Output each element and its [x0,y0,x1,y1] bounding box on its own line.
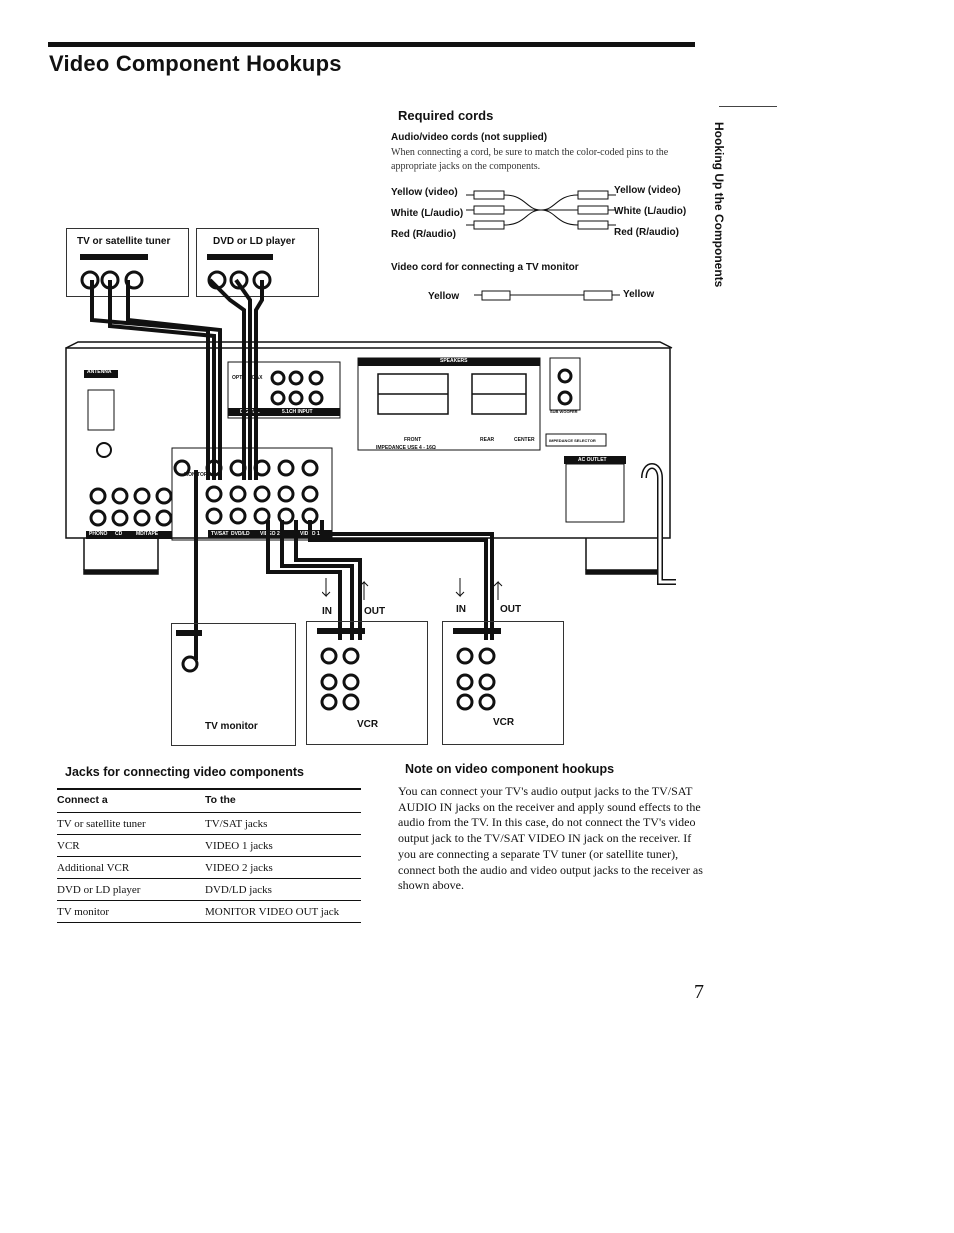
table-cell: Additional VCR [57,857,205,879]
signal-arrows [322,576,522,606]
vcr1-jacks [317,628,367,712]
note-heading: Note on video component hookups [405,762,615,776]
note-text: You can connect your TV's audio output jacks to the TV/SAT AUDIO IN jacks on the receiver and apply sound effects to the audio from the TV. In this case, do not connect the TV's video output jack to the TV/SAT VIDEO IN jack on the receiver. If you are connecting a separate TV tuner (or satellite tuner), connect both the audio and video output jacks to the receiver as shown above. [398,784,703,893]
av-cord-text: When connecting a cord, be sure to match the color-coded pins to the appropriate jacks on the components. [391,147,669,172]
table-cell: DVD or LD player [57,879,205,901]
label-phono: PHONO [89,531,108,537]
table-row [57,835,361,857]
vcr1-in-label: IN [322,606,332,617]
vcr1-label: VCR [357,719,379,730]
table-cell: TV/SAT jacks [205,813,361,835]
page-number: 7 [694,981,704,1003]
page-title: Video Component Hookups [49,51,342,76]
table-cell: VIDEO 1 jacks [205,835,361,857]
cord-right-white: White (L/audio) [614,206,687,217]
col-connect-header: Connect a [57,789,205,813]
label-md-tape: MD/TAPE [136,531,159,537]
vcr2-label: VCR [493,717,515,728]
label-video2: VIDEO 2 [260,531,280,537]
cord-left-red: Red (R/audio) [391,229,456,240]
table-cell: TV or satellite tuner [57,813,205,835]
label-tv-sat: TV/SAT [211,531,229,537]
dvd-player-label: DVD or LD player [213,236,296,247]
vcr1-out-label: OUT [364,606,386,617]
label-impedance: IMPEDANCE USE 4 - 16Ω [376,445,436,451]
table-row [57,857,361,879]
label-51ch: 5.1CH INPUT [282,409,313,415]
required-cords-heading: Required cords [398,108,494,123]
label-monitor: MONITOR [184,472,208,478]
tv-monitor-label: TV monitor [205,721,258,732]
tv-cord-left: Yellow [428,291,460,302]
table-cell: MONITOR VIDEO OUT jack [205,901,361,923]
tv-cord-right: Yellow [623,289,655,300]
tv-tuner-label: TV or satellite tuner [77,236,171,247]
cord-right-red: Red (R/audio) [614,227,679,238]
label-digital: DIGITAL [240,409,260,415]
vcr2-box [442,621,564,745]
label-cd: CD [115,531,123,537]
col-to-header: To the [205,789,361,813]
cord-left-yellow: Yellow (video) [391,187,458,198]
vcr2-in-label: IN [456,604,466,615]
jacks-table-heading: Jacks for connecting video components [65,765,304,779]
tv-monitor-jack [176,630,206,674]
table-row [57,879,361,901]
jacks-table-header-row [57,789,361,813]
jacks-table [57,788,361,923]
label-dvd-ld: DVD/LD [231,531,250,537]
label-coax: COAX [248,375,263,381]
vcr2-jacks [453,628,503,712]
table-cell: TV monitor [57,901,205,923]
label-speakers: SPEAKERS [440,358,468,364]
side-tab-label: Hooking Up the Components [712,122,726,288]
label-rear: REAR [480,437,495,443]
vcr2-out-label: OUT [500,604,522,615]
tv-monitor-box [171,623,296,746]
tv-cord-title: Video cord for connecting a TV monitor [391,262,579,273]
table-cell: VIDEO 2 jacks [205,857,361,879]
vcr1-box [306,621,428,745]
label-ac-outlet: AC OUTLET [578,457,607,463]
av-cord-title: Audio/video cords (not supplied) [391,132,548,143]
label-center: CENTER [514,437,535,443]
label-antenna: ANTENNA [87,369,112,375]
table-cell: VCR [57,835,205,857]
label-opt: OPT [232,375,243,381]
table-row [57,813,361,835]
table-row [57,901,361,923]
table-cell: DVD/LD jacks [205,879,361,901]
label-front: FRONT [404,437,422,443]
label-impedance-selector: IMPEDANCE SELECTOR [549,438,596,443]
cord-right-yellow: Yellow (video) [614,185,681,196]
cord-left-white: White (L/audio) [391,208,464,219]
label-sub-woofer: SUB WOOFER [550,409,578,414]
label-video1: VIDEO 1 [300,531,320,537]
